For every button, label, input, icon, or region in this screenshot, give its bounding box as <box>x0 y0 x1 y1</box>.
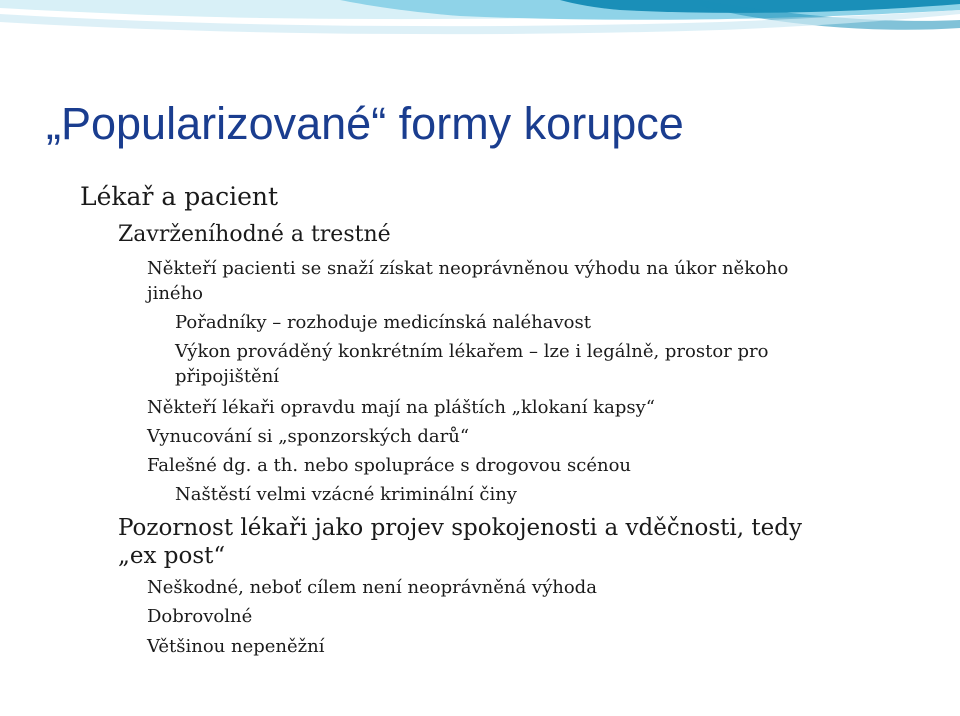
bullet-level3: Někteří lékaři opravdu mají na pláštích „klokaní kapsy“ <box>147 397 655 418</box>
bullet-level3: Vynucování si „sponzorských darů“ <box>147 426 470 447</box>
bullet-level2: Pozornost lékaři jako projev spokojenosti a vděčnosti, tedy <box>118 515 802 541</box>
bullet-level2: Zavrženíhodné a trestné <box>118 222 391 247</box>
slide-title: „Popularizované“ formy korupce <box>46 98 684 149</box>
bullet-level4: Pořadníky – rozhoduje medicínská naléhavost <box>175 312 591 333</box>
bullet-level3: Dobrovolné <box>147 606 253 627</box>
bullet-level3: Neškodné, neboť cílem není neoprávněná výhoda <box>147 577 597 598</box>
bullet-level4: Naštěstí velmi vzácné kriminální činy <box>175 484 517 505</box>
bullet-level3-continuation: jiného <box>147 283 204 304</box>
bullet-level3: Většinou nepeněžní <box>147 636 325 657</box>
bullet-level3: Falešné dg. a th. nebo spolupráce s drogovou scénou <box>147 455 632 476</box>
bullet-level2-continuation: „ex post“ <box>118 543 226 569</box>
bullet-level3: Někteří pacienti se snaží získat neoprávněnou výhodu na úkor někoho <box>147 258 789 279</box>
bullet-level4-continuation: připojištění <box>175 366 280 387</box>
bullet-level1: Lékař a pacient <box>80 182 279 211</box>
header-wave-decoration <box>0 0 960 60</box>
bullet-level4: Výkon prováděný konkrétním lékařem – lze i legálně, prostor pro <box>175 341 769 362</box>
